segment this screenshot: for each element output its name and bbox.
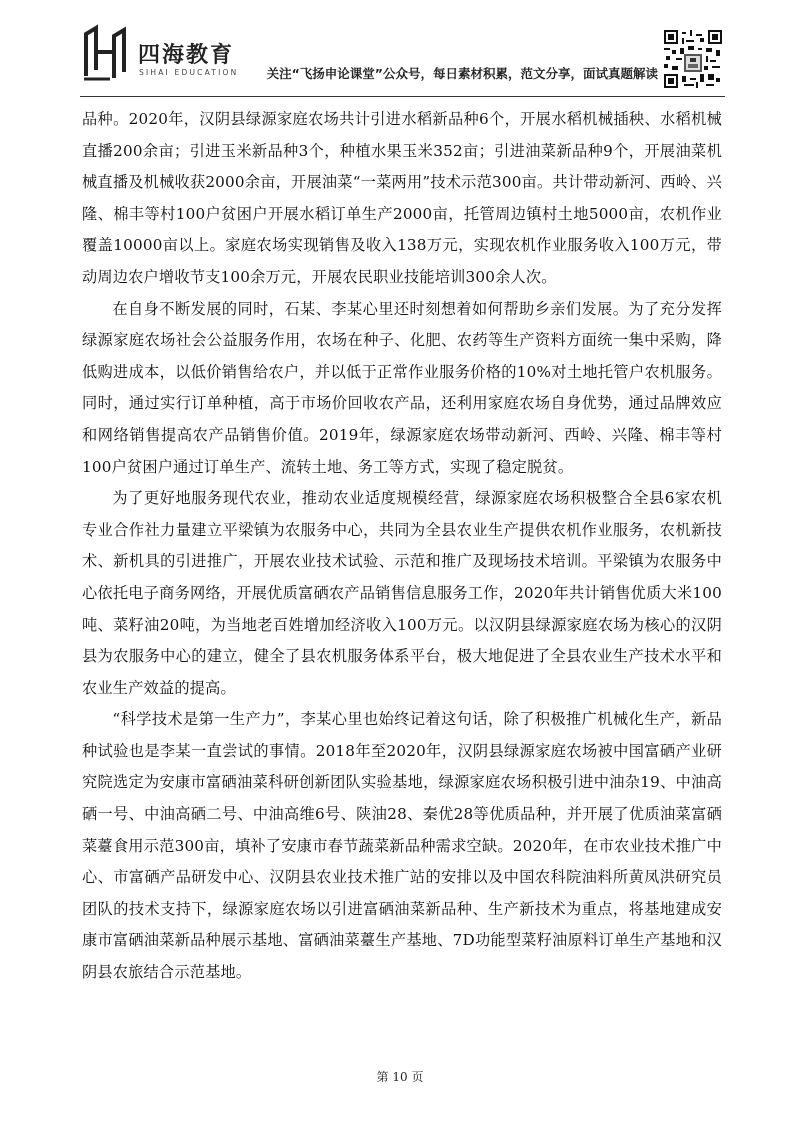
page-number: 第 10 页 [376,1070,424,1084]
paragraph: 在自身不断发展的同时，石某、李某心里还时刻想着如何帮助乡亲们发展。为了充分发挥绿源家庭农场社会公益服务作用，农场在种子、化肥、农药等生产资料方面统一集中采购，降低购进成本，以低价销售给农户，并以低于正常作业服务价格的10%对土地托管户农机服务。同时，通过实行订单种植，高于市场价回收农产品，还利用家庭农场自身优势，通过品牌效应和网络销售提高农产品销售价值。2019年，绿源家庭农场带动新河、西岭、兴隆、棉丰等村100户贫困户通过订单生产、流转土地、务工等方式，实现了稳定脱贫。 [82,299,722,476]
brand-name: 四海教育 [138,43,235,68]
sihai-logo-icon [82,24,128,82]
document-body [82,104,722,989]
qr-code-icon [664,30,722,88]
page-header [0,0,800,100]
paragraph: 为了更好地服务现代农业，推动农业适度规模经营，绿源家庭农场积极整合全县6家农机专业合作社力量建立平梁镇为农服务中心，共同为全县农业生产提供农机作业服务，农机新技术、新机具的引进推广，开展农业技术试验、示范和推广及现场技术培训。平梁镇为农服务中心依托电子商务网络，开展优质富硒农产品销售信息服务工作，2020年共计销售优质大米100吨、菜籽油20吨，为当地老百姓增加经济收入100万元。以汉阴县绿源家庭农场为核心的汉阴县为农服务中心的建立，健全了县农机服务体系平台，极大地促进了全县农业生产技术水平和农业生产效益的提高。 [82,489,722,697]
header-divider [80,96,725,97]
brand-name-english: SIHAI EDUCATION [139,68,239,77]
paragraph: 品种。2020年，汉阴县绿源家庭农场共计引进水稻新品种6个，开展水稻机械插秧、水稻机械直播200余亩；引进玉米新品种3个，种植水果玉米352亩；引进油菜新品种9个，开展油菜机械直播及机械收获2000余亩，开展油菜“一菜两用”技术示范300亩。共计带动新河、西岭、兴隆、棉丰等村100户贫困户开展水稻订单生产2000亩，托管周边镇村土地5000亩，农机作业覆盖10000亩以上。家庭农场实现销售及收入138万元，实现农机作业服务收入100万元，带动周边农户增收节支100余万元，开展农民职业技能培训300余人次。 [82,110,722,286]
header-slogan: 关注“飞扬申论课堂”公众号，每日素材积累，范文分享，面试真题解读 [266,66,658,81]
paragraph: “科学技术是第一生产力”，李某心里也始终记着这句话，除了积极推广机械化生产，新品种试验也是李某一直尝试的事情。2018年至2020年，汉阴县绿源家庭农场被中国富硒产业研究院选定为安康市富硒油菜科研创新团队实验基地，绿源家庭农场积极引进中油杂19、中油高硒一号、中油高硒二号、中油高维6号、陕油28、秦优28等优质品种，并开展了优质油菜富硒菜薹食用示范300亩，填补了安康市春节蔬菜新品种需求空缺。2020年，在市农业技术推广中心、市富硒产品研发中心、汉阴县农业技术推广站的安排以及中国农科院油料所黄凤洪研究员团队的技术支持下，绿源家庭农场以引进富硒油菜新品种、生产新技术为重点，将基地建成安康市富硒油菜新品种展示基地、富硒油菜薹生产基地、7D功能型菜籽油原料订单生产基地和汉阴县农旅结合示范基地。 [82,710,722,982]
